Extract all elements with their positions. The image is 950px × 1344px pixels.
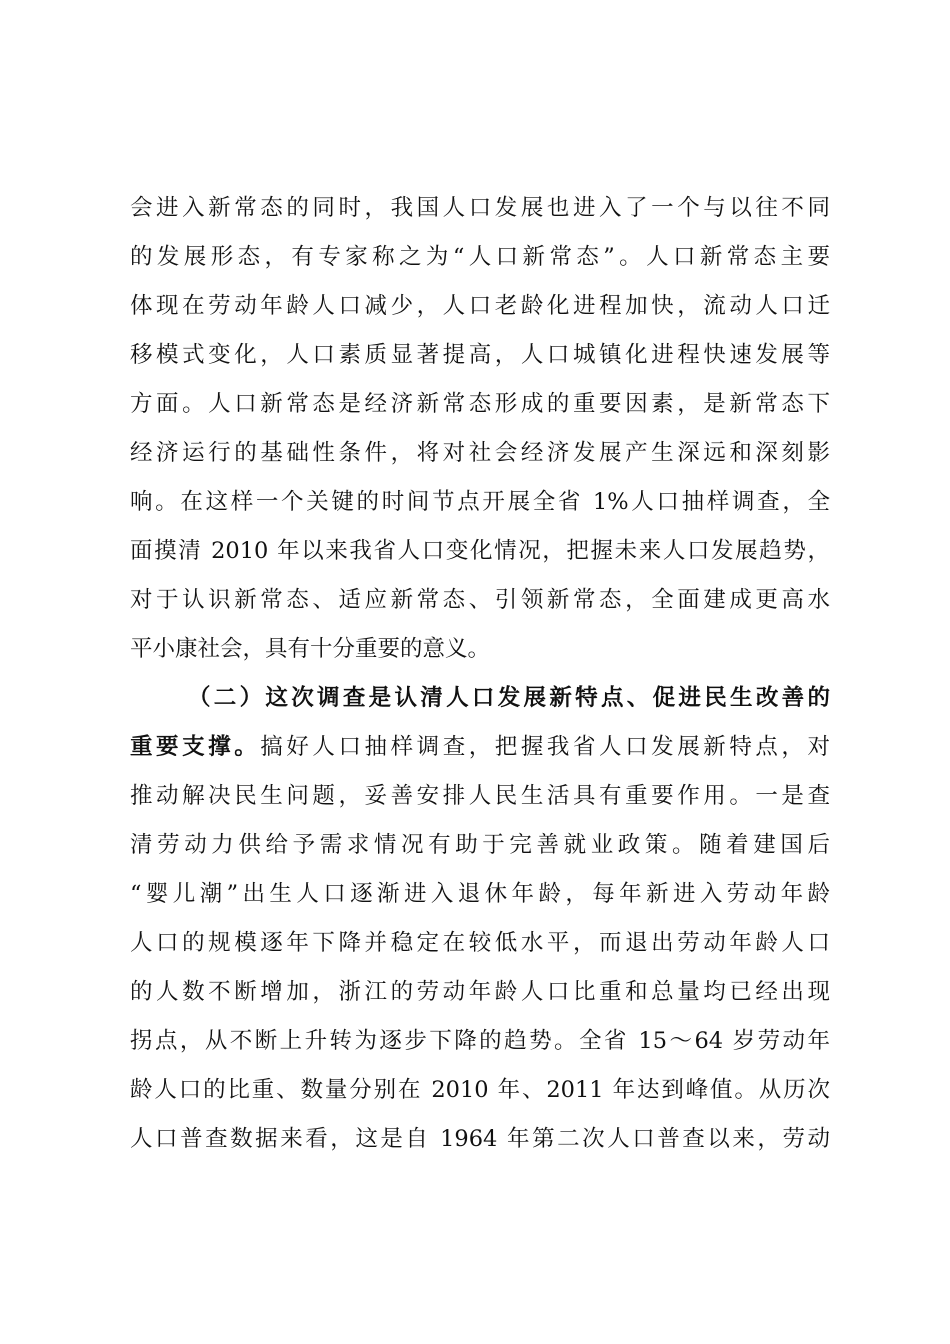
text-line <box>130 723 830 772</box>
text-line: 响。在这样一个关键的时间节点开展全省 1%人口抽样调查，全 <box>130 489 830 515</box>
text-line: 平小康社会，具有十分重要的意义。 <box>130 636 491 662</box>
text-line: 清劳动力供给予需求情况有助于完善就业政策。随着建国后 <box>130 832 830 858</box>
text-line: 人口普查数据来看，这是自 1964 年第二次人口普查以来，劳动 <box>130 1126 830 1152</box>
text-line: 移模式变化，人口素质显著提高，人口城镇化进程快速发展等 <box>130 342 830 368</box>
text-line: 龄人口的比重、数量分别在 2010 年、2011 年达到峰值。从历次 <box>130 1077 830 1103</box>
text-line: 人口的规模逐年下降并稳定在较低水平，而退出劳动年龄人口 <box>130 930 830 956</box>
text-line: 的人数不断增加，浙江的劳动年龄人口比重和总量均已经出现 <box>130 979 830 1005</box>
text-line: “婴儿潮”出生人口逐渐进入退休年龄，每年新进入劳动年龄 <box>130 881 830 907</box>
text-line: 会进入新常态的同时，我国人口发展也进入了一个与以往不同 <box>130 195 830 221</box>
text-line: 面摸清 2010 年以来我省人口变化情况，把握未来人口发展趋势， <box>130 538 830 564</box>
text-line: 拐点，从不断上升转为逐步下降的趋势。全省 15～64 岁劳动年 <box>130 1028 830 1054</box>
section-heading-end: 重要支撑。 <box>130 734 261 760</box>
text-line: 的发展形态，有专家称之为“人口新常态”。人口新常态主要 <box>130 244 830 270</box>
text-line: 方面。人口新常态是经济新常态形成的重要因素，是新常态下 <box>130 391 830 417</box>
text-line-rest: 搞好人口抽样调查，把握我省人口发展新特点，对 <box>260 734 830 760</box>
text-line: 经济运行的基础性条件，将对社会经济发展产生深远和深刻影 <box>130 440 830 466</box>
document-body <box>130 184 830 1164</box>
text-line: 推动解决民生问题，妥善安排人民生活具有重要作用。一是查 <box>130 783 830 809</box>
paragraph-new-normal <box>130 184 830 674</box>
section-heading: （二）这次调查是认清人口发展新特点、促进民生改善的 <box>188 685 830 711</box>
paragraph-section-two <box>130 674 830 1164</box>
text-line: 体现在劳动年龄人口减少，人口老龄化进程加快，流动人口迁 <box>130 293 830 319</box>
text-line: 对于认识新常态、适应新常态、引领新常态，全面建成更高水 <box>130 587 830 613</box>
